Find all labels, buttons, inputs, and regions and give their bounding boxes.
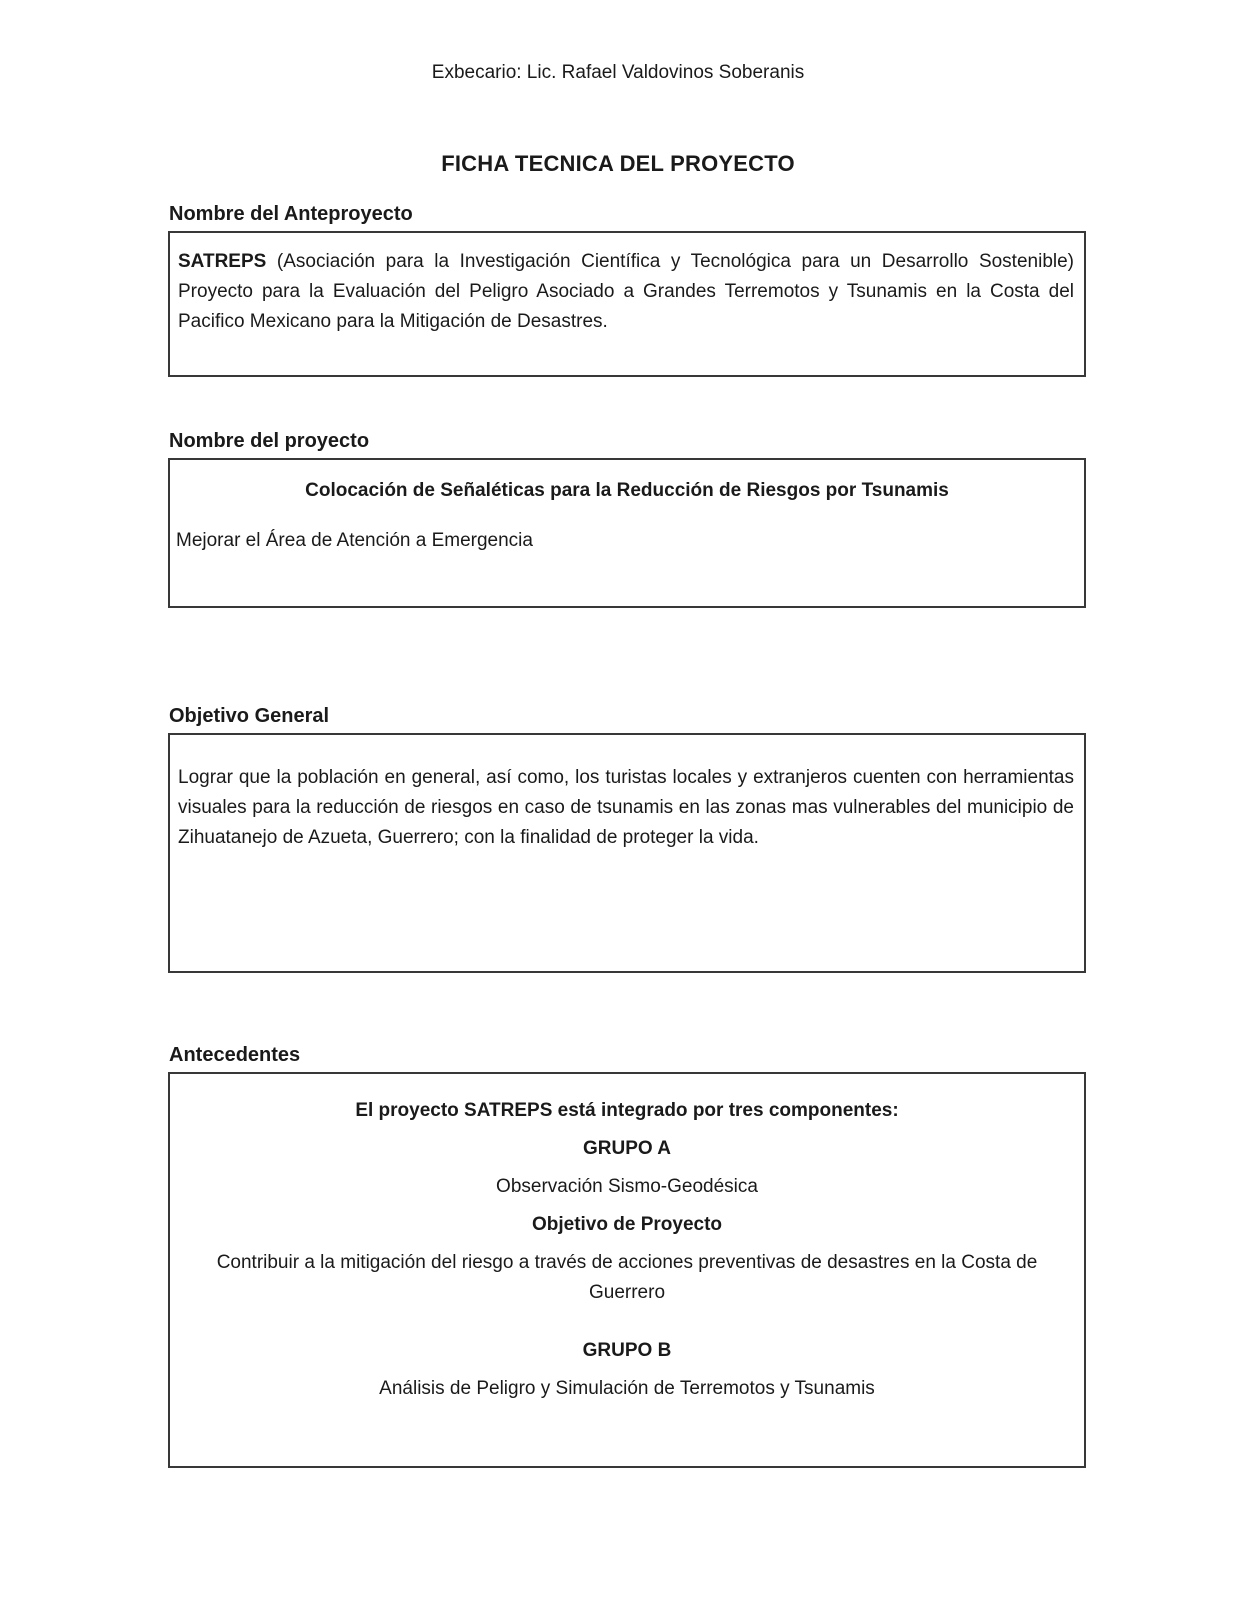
anteproyecto-body-text: (Asociación para la Investigación Científica y Tecnológica para un Desarrollo Sostenible) Proyecto para la Evaluación del Peligro Asociado a Grandes Terremotos y Tsunamis en la Costa del Pacifico Mexicano para la Mitigación de Desastres. <box>178 251 1074 332</box>
antecedentes-heading: Antecedentes <box>169 1044 301 1066</box>
objetivo-proyecto-body: Contribuir a la mitigación del riesgo a través de acciones preventivas de desastres en la Costa de Guerrero <box>216 1252 1038 1303</box>
grupo-a-title: GRUPO A <box>583 1138 671 1159</box>
anteproyecto-heading: Nombre del Anteproyecto <box>169 203 413 225</box>
anteproyecto-paragraph <box>178 247 1074 337</box>
grupo-b-line: Análisis de Peligro y Simulación de Terremotos y Tsunamis <box>379 1378 875 1399</box>
objetivo-general-heading: Objetivo General <box>169 705 330 727</box>
grupo-b-title: GRUPO B <box>582 1340 672 1361</box>
proyecto-box <box>168 458 1086 608</box>
document-header-text: Exbecario: Lic. Rafael Valdovinos Soberanis <box>431 62 805 83</box>
anteproyecto-bold-lead: SATREPS <box>178 251 267 272</box>
antecedentes-intro: El proyecto SATREPS está integrado por tres componentes: <box>355 1100 899 1121</box>
antecedentes-box <box>168 1072 1086 1468</box>
objetivo-proyecto-title: Objetivo de Proyecto <box>531 1214 723 1235</box>
grupo-a-line: Observación Sismo-Geodésica <box>496 1176 758 1197</box>
proyecto-title-line: Colocación de Señaléticas para la Reducción de Riesgos por Tsunamis <box>305 480 949 501</box>
document-title: FICHA TECNICA DEL PROYECTO <box>441 151 795 176</box>
document-content <box>168 202 1086 1468</box>
objetivo-general-text: Lograr que la población en general, así como, los turistas locales y extranjeros cuenten con herramientas visuales para la reducción de riesgos en caso de tsunamis en las zonas mas vulnerables del municipio de Zihuatanejo de Azueta, Guerrero; con la finalidad de proteger la vida. <box>178 767 1074 848</box>
proyecto-heading: Nombre del proyecto <box>169 430 370 452</box>
objetivo-general-box <box>168 733 1086 973</box>
proyecto-subtitle-line: Mejorar el Área de Atención a Emergencia <box>176 530 533 551</box>
anteproyecto-box <box>168 231 1086 377</box>
